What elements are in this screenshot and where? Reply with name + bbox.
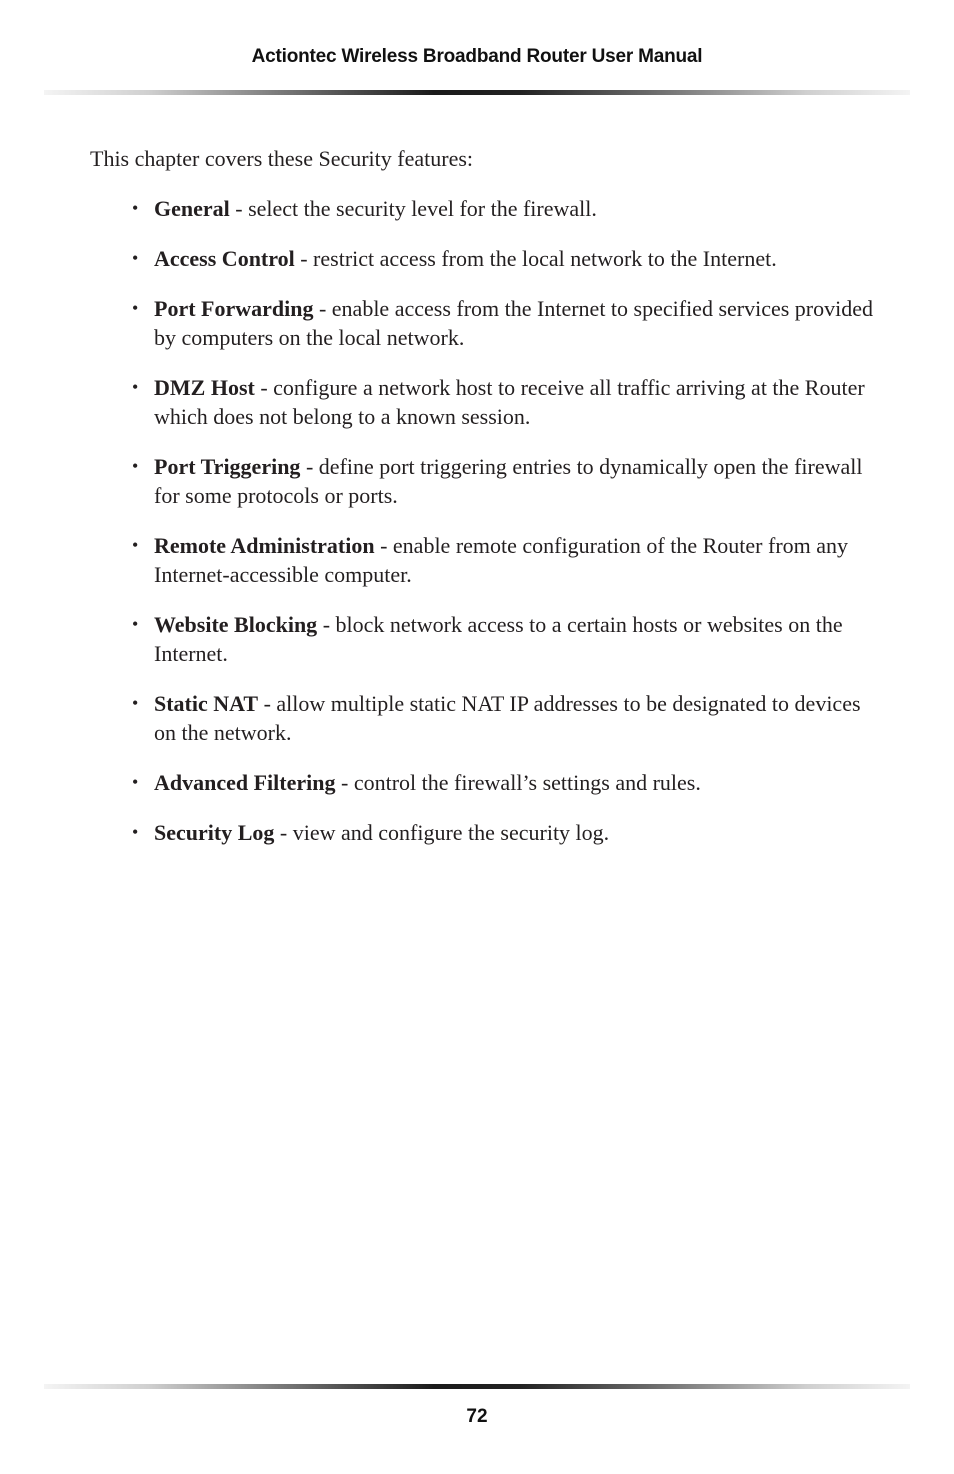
bullet-icon: •: [132, 248, 139, 268]
feature-description: - define port triggering entries to dynamically open the firewall for some protocols or ports.: [154, 454, 863, 508]
feature-term: Static NAT: [154, 691, 259, 716]
security-features-list: [90, 194, 880, 847]
feature-term: Access Control: [154, 246, 295, 271]
feature-item-dmz-host: [90, 373, 880, 431]
bullet-icon: •: [132, 298, 139, 318]
feature-item-security-log: [90, 818, 880, 847]
feature-term: Website Blocking: [154, 612, 318, 637]
feature-description: - select the security level for the firewall.: [229, 196, 597, 221]
bullet-icon: •: [132, 377, 139, 397]
page-header-title: Actiontec Wireless Broadband Router User Manual: [251, 46, 703, 67]
bullet-icon: •: [132, 822, 139, 842]
bullet-icon: •: [132, 198, 139, 218]
feature-item-general: [90, 194, 880, 223]
feature-item-static-nat: [90, 689, 880, 747]
feature-term: General: [154, 196, 230, 221]
feature-description: - block network access to a certain hosts or websites on the Internet.: [154, 612, 843, 666]
feature-description: - allow multiple static NAT IP addresses to be designated to devices on the network.: [154, 691, 861, 745]
feature-item-port-triggering: [90, 452, 880, 510]
feature-item-remote-administration: [90, 531, 880, 589]
feature-term: Port Forwarding: [154, 296, 314, 321]
footer-divider: [44, 1384, 910, 1389]
feature-term: Remote Administration: [154, 533, 375, 558]
page-content: [90, 144, 880, 868]
feature-item-port-forwarding: [90, 294, 880, 352]
feature-description: - control the firewall’s settings and rules.: [335, 770, 701, 795]
bullet-icon: •: [132, 614, 139, 634]
intro-paragraph: This chapter covers these Security features:: [90, 146, 474, 171]
bullet-icon: •: [132, 693, 139, 713]
page-number: 72: [466, 1406, 488, 1427]
feature-term: Security Log: [154, 820, 275, 845]
feature-description: - configure a network host to receive all traffic arriving at the Router which does not belong to a known session.: [154, 375, 865, 429]
feature-term: Advanced Filtering: [154, 770, 336, 795]
feature-term: DMZ Host: [154, 375, 255, 400]
feature-item-access-control: [90, 244, 880, 273]
bullet-icon: •: [132, 456, 139, 476]
feature-description: - enable access from the Internet to specified services provided by computers on the local network.: [154, 296, 874, 350]
bullet-icon: •: [132, 772, 139, 792]
feature-description: - view and configure the security log.: [274, 820, 610, 845]
feature-description: - restrict access from the local network to the Internet.: [294, 246, 777, 271]
feature-term: Port Triggering: [154, 454, 301, 479]
header-divider: [44, 90, 910, 95]
feature-item-advanced-filtering: [90, 768, 880, 797]
feature-item-website-blocking: [90, 610, 880, 668]
feature-description: - enable remote configuration of the Router from any Internet-accessible computer.: [154, 533, 849, 587]
bullet-icon: •: [132, 535, 139, 555]
